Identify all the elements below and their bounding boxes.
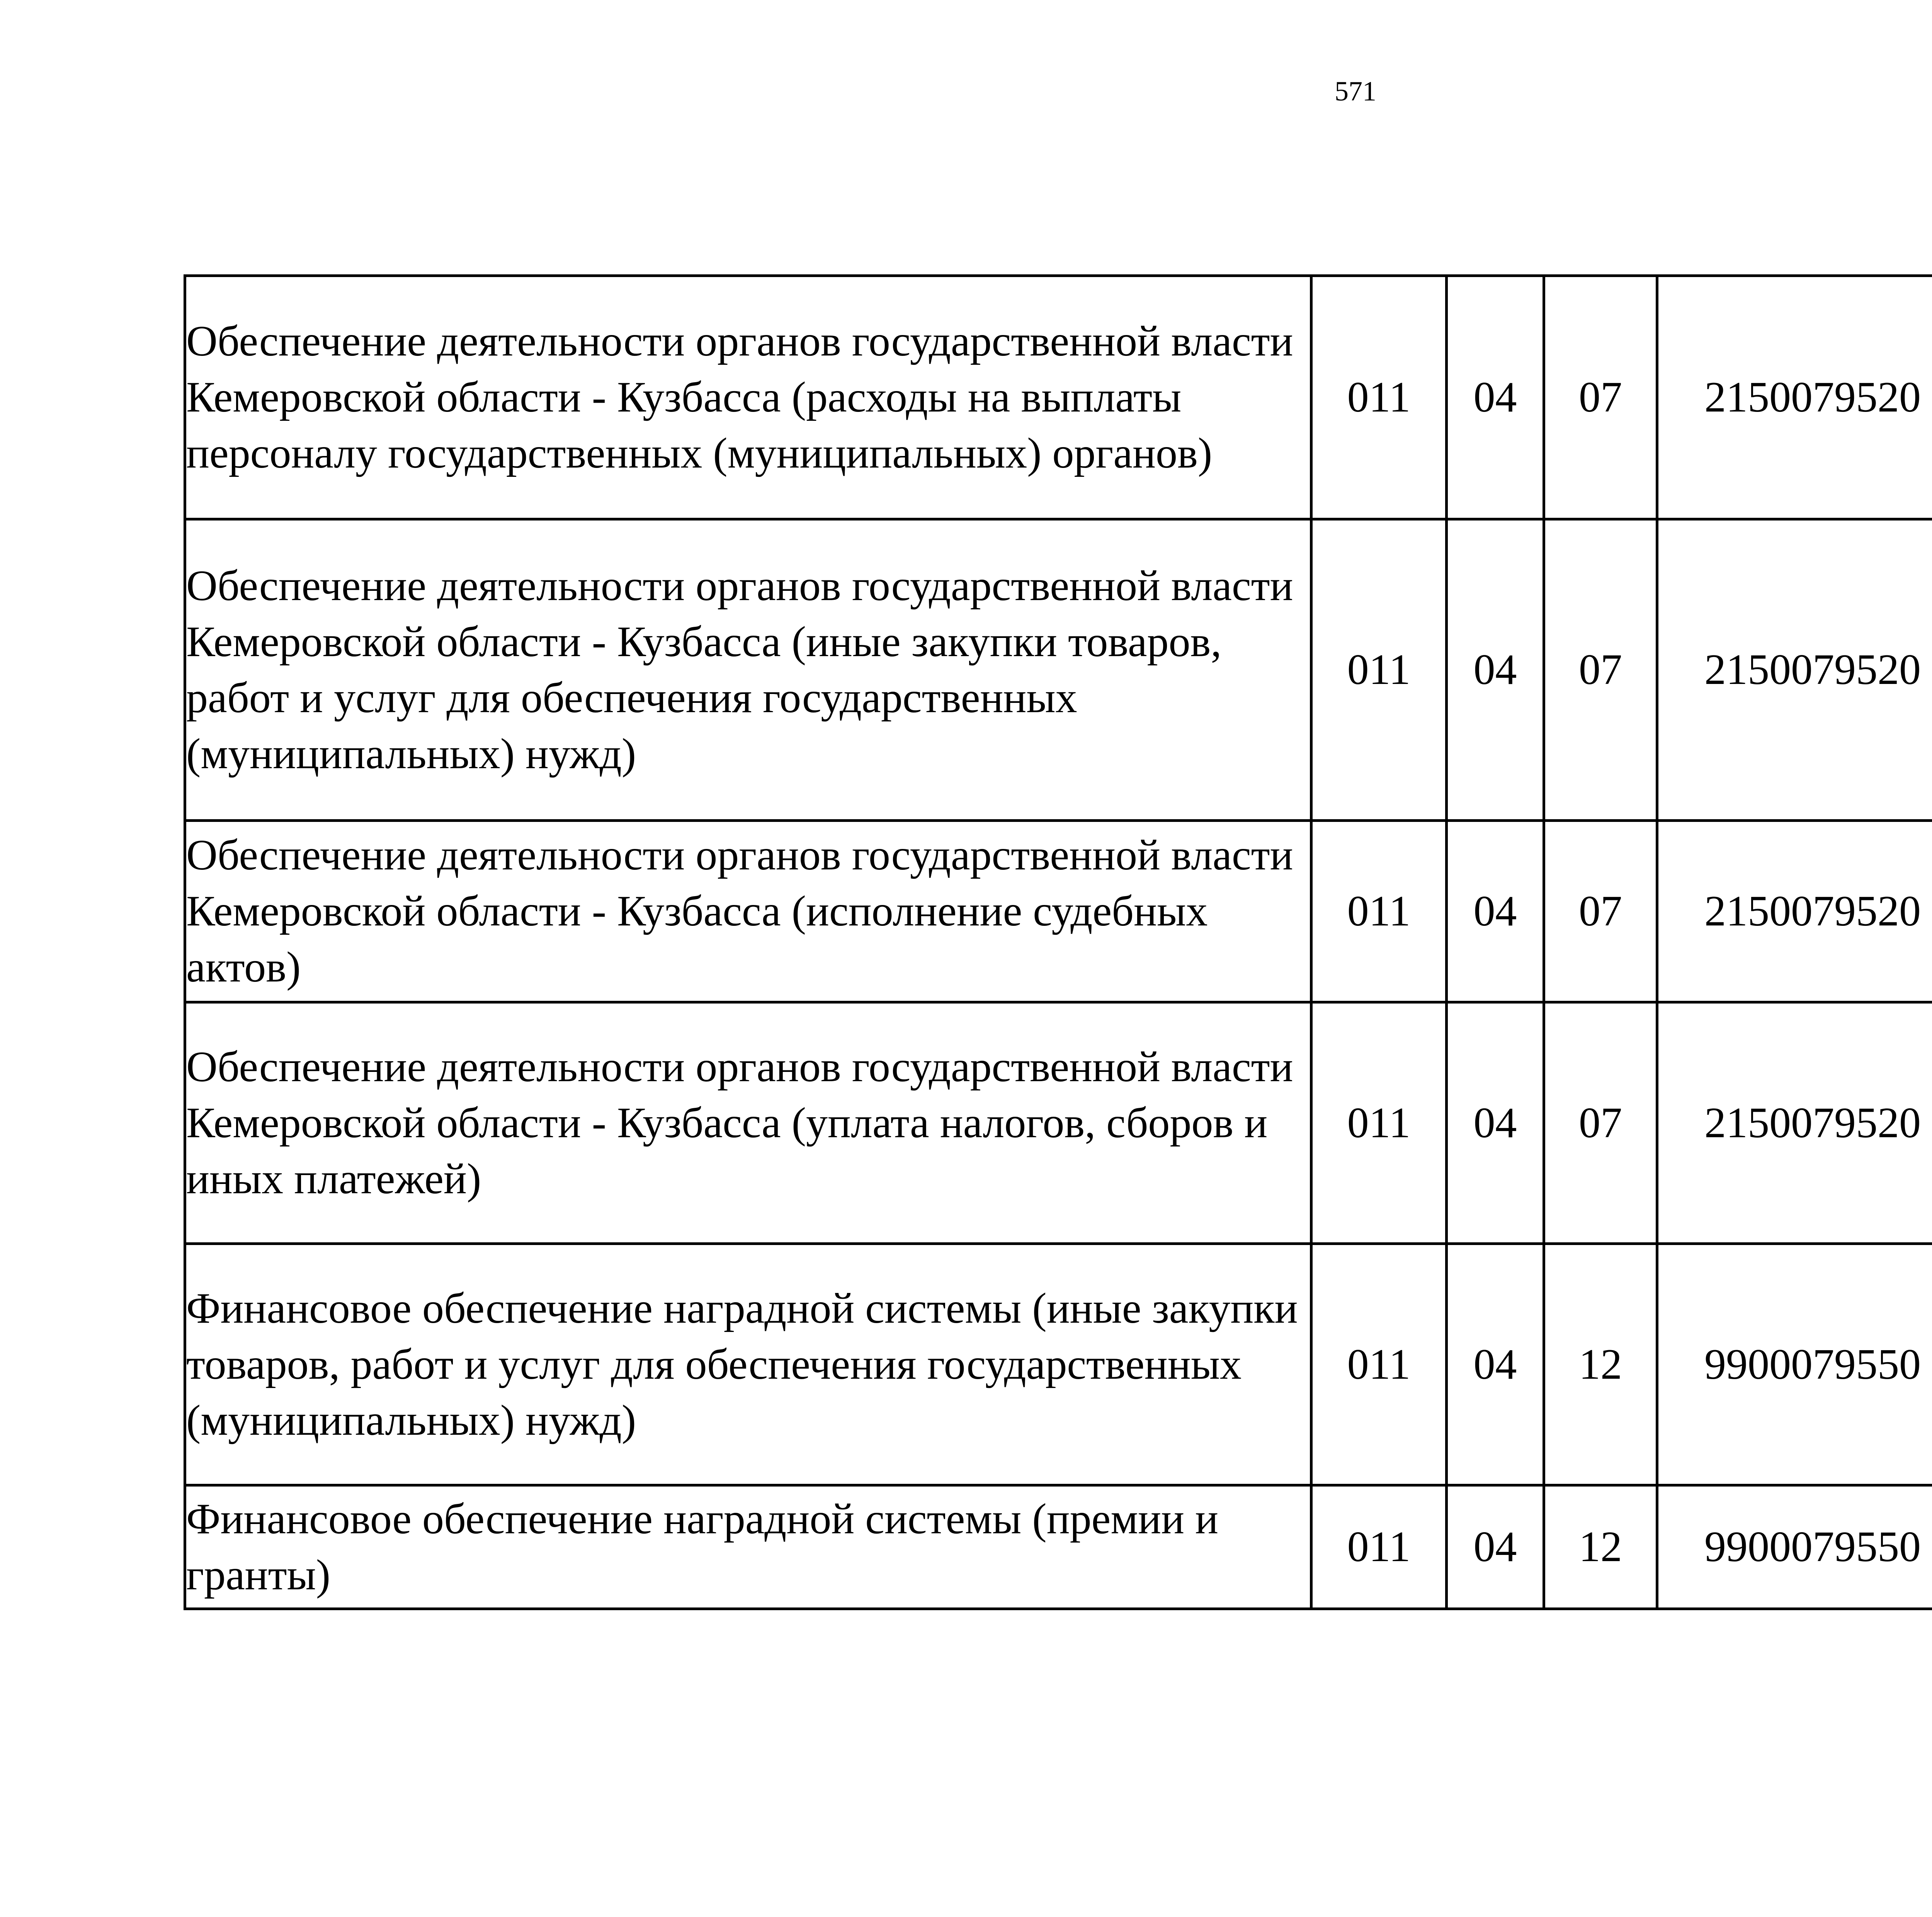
row-description: Финансовое обеспечение наградной системы (иные закупки товаров, работ и услуг для обеспечения государственных (муниципальных) нужд): [185, 1244, 1311, 1485]
target-article-code: 9900079550: [1657, 1244, 1932, 1485]
table-row: [185, 821, 1932, 1002]
target-article-code: 2150079520: [1657, 519, 1932, 821]
section-code: 04: [1447, 1485, 1544, 1609]
target-article-code: 2150079520: [1657, 1002, 1932, 1244]
section-code: 04: [1447, 276, 1544, 519]
section-code: 04: [1447, 821, 1544, 1002]
ministry-code: 011: [1311, 1485, 1447, 1609]
ministry-code: 011: [1311, 1244, 1447, 1485]
row-description: Обеспечение деятельности органов государственной власти Кемеровской области - Кузбасса (иные закупки товаров, работ и услуг для обеспечения государственных (муниципальных) нужд): [185, 519, 1311, 821]
table-row: [185, 519, 1932, 821]
ministry-code: 011: [1311, 276, 1447, 519]
target-article-code: 2150079520: [1657, 821, 1932, 1002]
subsection-code: 07: [1544, 821, 1657, 1002]
ministry-code: 011: [1311, 821, 1447, 1002]
row-description: Финансовое обеспечение наградной системы (премии и гранты): [185, 1485, 1311, 1609]
row-description: Обеспечение деятельности органов государственной власти Кемеровской области - Кузбасса (уплата налогов, сборов и иных платежей): [185, 1002, 1311, 1244]
subsection-code: 12: [1544, 1485, 1657, 1609]
subsection-code: 12: [1544, 1244, 1657, 1485]
target-article-code: 9900079550: [1657, 1485, 1932, 1609]
table-row: [185, 276, 1932, 519]
table-row: [185, 1002, 1932, 1244]
table-row: [185, 1244, 1932, 1485]
budget-table: [184, 274, 1932, 1610]
section-code: 04: [1447, 519, 1544, 821]
section-code: 04: [1447, 1002, 1544, 1244]
target-article-code: 2150079520: [1657, 276, 1932, 519]
row-description: Обеспечение деятельности органов государственной власти Кемеровской области - Кузбасса (расходы на выплаты персоналу государственных (муниципальных) органов): [185, 276, 1311, 519]
subsection-code: 07: [1544, 519, 1657, 821]
table-row: [185, 1485, 1932, 1609]
subsection-code: 07: [1544, 1002, 1657, 1244]
subsection-code: 07: [1544, 276, 1657, 519]
page-number: 571: [1335, 76, 1376, 107]
ministry-code: 011: [1311, 1002, 1447, 1244]
ministry-code: 011: [1311, 519, 1447, 821]
row-description: Обеспечение деятельности органов государственной власти Кемеровской области - Кузбасса (исполнение судебных актов): [185, 821, 1311, 1002]
section-code: 04: [1447, 1244, 1544, 1485]
